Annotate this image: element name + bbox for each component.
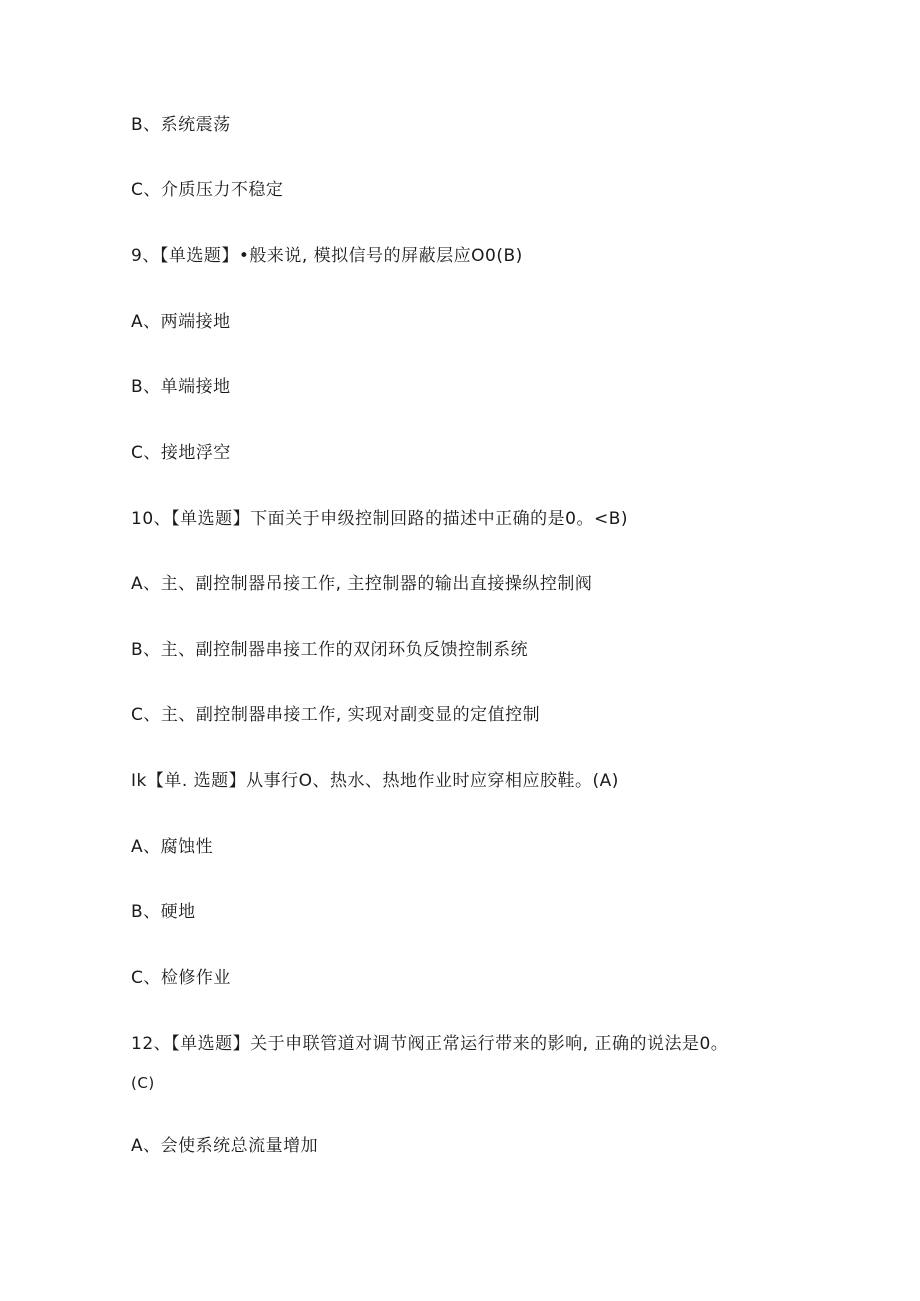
option-b-q8: B、系统震荡	[131, 115, 231, 135]
option-c-q8: C、介质压力不稳定	[131, 180, 284, 200]
option-b-q10: B、主、副控制器串接工作的双闭环负反馈控制系统	[131, 640, 529, 660]
question-12-answer: (C)	[131, 1074, 155, 1092]
option-a-q9: A、两端接地	[131, 312, 231, 332]
option-b-q9: B、单端接地	[131, 377, 231, 397]
question-12: 12、【单选题】关于申联管道对调节阀正常运行带来的影响, 正确的说法是0。	[131, 1034, 729, 1054]
option-b-q11: B、硬地	[131, 902, 196, 922]
question-10: 10、【单选题】下面关于申级控制回路的描述中正确的是0。<B)	[131, 509, 628, 529]
question-9: 9、【单选题】•般来说, 模拟信号的屏蔽层应O0(B)	[131, 246, 523, 266]
option-a-q10: A、主、副控制器吊接工作, 主控制器的输出直接操纵控制阀	[131, 574, 593, 594]
option-c-q9: C、接地浮空	[131, 443, 231, 463]
question-11: Ik【单. 选题】从事行O、热水、热地作业时应穿相应胶鞋。(A)	[131, 771, 619, 791]
option-a-q11: A、腐蚀性	[131, 837, 214, 857]
option-c-q11: C、检修作业	[131, 968, 231, 988]
option-c-q10: C、主、副控制器串接工作, 实现对副变显的定值控制	[131, 705, 541, 725]
option-a-q12: A、会使系统总流量增加	[131, 1136, 319, 1156]
